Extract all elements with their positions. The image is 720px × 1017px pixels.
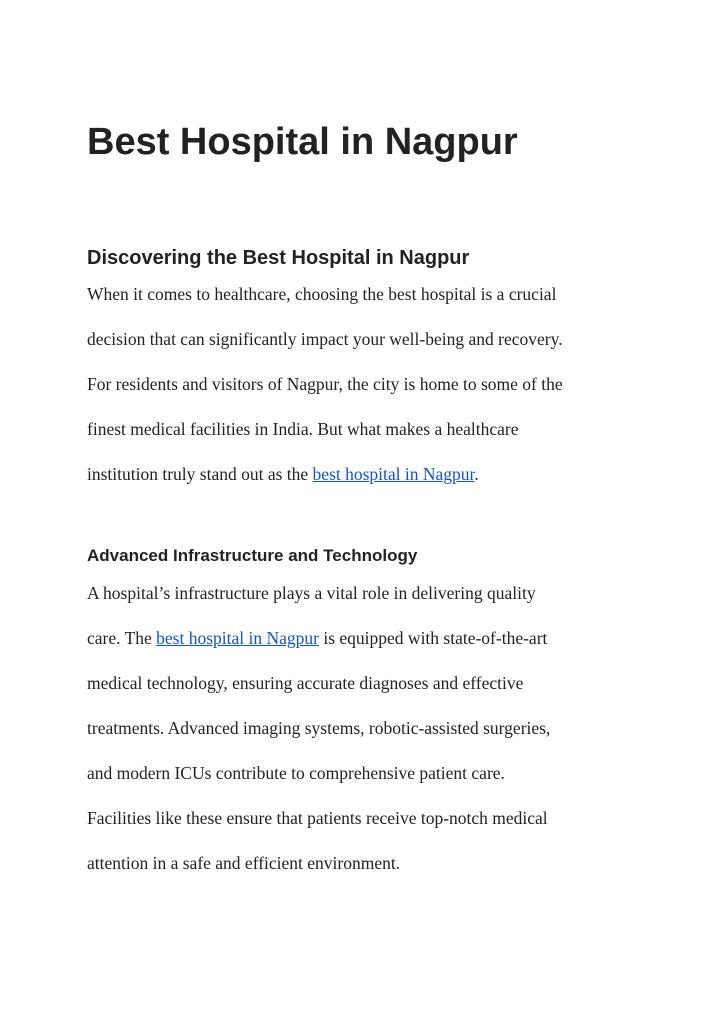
paragraph-line-with-link bbox=[87, 452, 647, 497]
paragraph-line: attention in a safe and efficient environment. bbox=[87, 853, 401, 873]
paragraph-line: A hospital’s infrastructure plays a vital role in delivering quality bbox=[87, 583, 536, 603]
section-paragraph-infrastructure bbox=[87, 571, 647, 886]
paragraph-line: medical technology, ensuring accurate diagnoses and effective bbox=[87, 673, 524, 693]
paragraph-line: treatments. Advanced imaging systems, robotic-assisted surgeries, bbox=[87, 718, 551, 738]
paragraph-line-with-link bbox=[87, 616, 647, 661]
section-heading-infrastructure: Advanced Infrastructure and Technology bbox=[87, 546, 418, 565]
page-title: Best Hospital in Nagpur bbox=[87, 121, 518, 163]
paragraph-text: care. The bbox=[87, 628, 157, 648]
paragraph-line: and modern ICUs contribute to comprehensive patient care. bbox=[87, 763, 505, 783]
paragraph-line: When it comes to healthcare, choosing the best hospital is a crucial bbox=[87, 284, 557, 304]
section-heading-discovering: Discovering the Best Hospital in Nagpur bbox=[87, 247, 470, 269]
paragraph-line: decision that can significantly impact your well-being and recovery. bbox=[87, 329, 563, 349]
paragraph-line: For residents and visitors of Nagpur, the city is home to some of the bbox=[87, 374, 563, 394]
document-content bbox=[87, 118, 647, 886]
paragraph-text: . bbox=[474, 464, 479, 484]
paragraph-line: Facilities like these ensure that patients receive top-notch medical bbox=[87, 808, 548, 828]
best-hospital-link[interactable]: best hospital in Nagpur bbox=[312, 464, 475, 484]
best-hospital-link[interactable]: best hospital in Nagpur bbox=[156, 628, 319, 648]
paragraph-text: is equipped with state-of-the-art bbox=[318, 628, 548, 648]
paragraph-line: finest medical facilities in India. But what makes a healthcare bbox=[87, 419, 519, 439]
paragraph-text: institution truly stand out as the bbox=[87, 464, 313, 484]
section-paragraph-discovering bbox=[87, 272, 647, 497]
